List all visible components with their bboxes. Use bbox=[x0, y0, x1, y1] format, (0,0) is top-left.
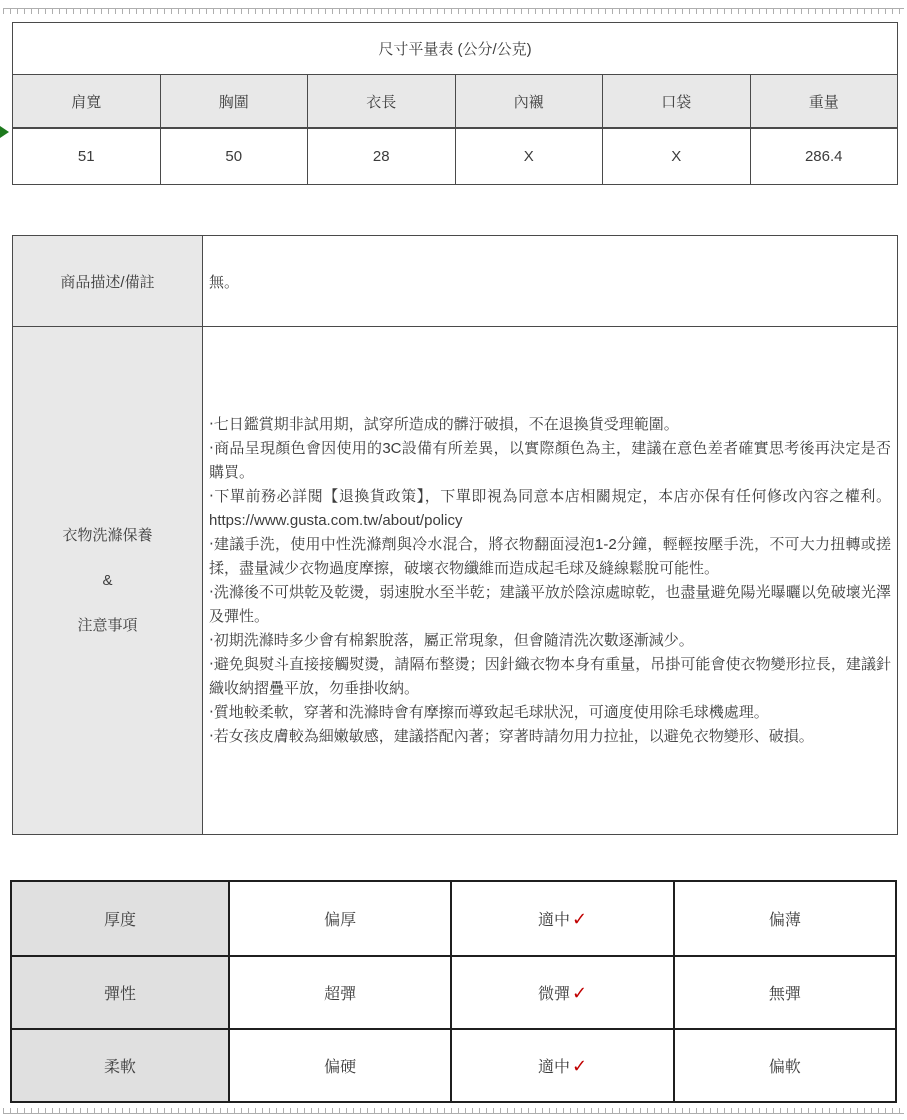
care-item: ‧下單前務必詳閱【退換貨政策】，下單即視為同意本店相關規定，本店亦保有任何修改內容之權利。https://www.gusta.com.tw/about/policy bbox=[209, 487, 891, 529]
property-option bbox=[675, 957, 895, 1028]
size-value-cell: 28 bbox=[308, 129, 456, 184]
property-option-selected bbox=[452, 882, 674, 955]
size-header-cell: 內襯 bbox=[456, 75, 604, 127]
size-value-cell: 50 bbox=[161, 129, 309, 184]
property-option bbox=[230, 1030, 452, 1101]
option-text: 適中 bbox=[537, 912, 570, 929]
description-label: 商品描述/備註 bbox=[13, 236, 203, 326]
option-text: 超彈 bbox=[324, 986, 357, 1003]
property-row-softness bbox=[12, 1028, 895, 1101]
option-text: 適中 bbox=[537, 1059, 570, 1076]
option-text: 偏硬 bbox=[324, 1059, 357, 1076]
size-header-cell: 重量 bbox=[808, 93, 839, 111]
torn-edge-bottom bbox=[3, 1108, 904, 1114]
size-table-title: 尺寸平量表 (公分/公克) bbox=[13, 23, 897, 75]
care-item: ‧初期洗滌時多少會有棉絮脫落，屬正常現象，但會隨清洗次數逐漸減少。 bbox=[209, 631, 694, 649]
size-header-cell: 口袋 bbox=[603, 75, 751, 127]
description-value: 無。 bbox=[209, 273, 240, 291]
care-label-line: & bbox=[102, 572, 113, 589]
size-table-value-row bbox=[13, 129, 897, 184]
care-item: ‧避免與熨斗直接接觸熨燙，請隔布整燙；因針織衣物本身有重量，吊掛可能會使衣物變形拉長，建議針織收納摺疊平放，勿垂掛收納。 bbox=[209, 655, 891, 697]
option-text: 偏薄 bbox=[768, 912, 801, 929]
care-instructions bbox=[209, 413, 891, 749]
property-label: 厚度 bbox=[12, 882, 230, 955]
care-label-line: 注意事項 bbox=[77, 617, 138, 634]
property-label: 柔軟 bbox=[12, 1030, 230, 1101]
check-icon: ✓ bbox=[571, 983, 588, 1003]
size-value-cell: 286.4 bbox=[804, 148, 843, 165]
description-row bbox=[13, 236, 897, 326]
care-label bbox=[13, 327, 203, 834]
green-corner-marker bbox=[0, 126, 9, 138]
option-text: 無彈 bbox=[768, 986, 801, 1003]
care-item: ‧質地較柔軟，穿著和洗滌時會有摩擦而導致起毛球狀況，可適度使用除毛球機處理。 bbox=[209, 703, 769, 721]
care-content bbox=[203, 327, 897, 834]
option-text: 偏厚 bbox=[324, 912, 357, 929]
size-header-cell: 衣長 bbox=[308, 75, 456, 127]
property-option bbox=[230, 957, 452, 1028]
option-text: 偏軟 bbox=[768, 1059, 801, 1076]
care-label-line: 衣物洗滌保養 bbox=[62, 527, 153, 544]
property-row-thickness bbox=[12, 882, 895, 955]
fabric-properties-table bbox=[10, 880, 897, 1103]
property-option bbox=[230, 882, 452, 955]
size-header-cell: 肩寬 bbox=[13, 75, 161, 127]
care-item: ‧洗滌後不可烘乾及乾燙，弱速脫水至半乾；建議平放於陰涼處晾乾，也盡量避免陽光曝曬以免破壞光澤及彈性。 bbox=[209, 583, 891, 625]
check-icon: ✓ bbox=[571, 909, 588, 929]
size-measurement-table bbox=[12, 22, 898, 185]
care-item: ‧若女孩皮膚較為細嫩敏感，建議搭配內著；穿著時請勿用力拉扯，以避免衣物變形、破損。 bbox=[209, 727, 814, 745]
product-info-table bbox=[12, 235, 898, 835]
property-option bbox=[675, 1030, 895, 1101]
size-value-cell: X bbox=[456, 129, 604, 184]
option-text: 微彈 bbox=[537, 986, 570, 1003]
property-row-elasticity bbox=[12, 955, 895, 1028]
care-row bbox=[13, 326, 897, 834]
size-header-cell: 胸圍 bbox=[161, 75, 309, 127]
size-value-cell: X bbox=[603, 129, 751, 184]
care-item: ‧七日鑑賞期非試用期，試穿所造成的髒汙破損，不在退換貨受理範圍。 bbox=[209, 415, 679, 433]
care-item: ‧商品呈現顏色會因使用的3C設備有所差異，以實際顏色為主，建議在意色差者確實思考後再決定是否購買。 bbox=[209, 439, 891, 481]
torn-edge-top bbox=[3, 8, 904, 14]
property-option-selected bbox=[452, 1030, 674, 1101]
property-option bbox=[675, 882, 895, 955]
property-option-selected bbox=[452, 957, 674, 1028]
size-table-header-row bbox=[13, 75, 897, 129]
size-value-cell: 51 bbox=[13, 129, 161, 184]
care-item: ‧建議手洗，使用中性洗滌劑與冷水混合，將衣物翻面浸泡1-2分鐘，輕輕按壓手洗，不可大力扭轉或搓揉，盡量減少衣物過度摩擦，破壞衣物纖維而造成起毛球及縫線鬆脫可能性。 bbox=[209, 535, 891, 577]
check-icon: ✓ bbox=[571, 1056, 588, 1076]
property-label: 彈性 bbox=[12, 957, 230, 1028]
